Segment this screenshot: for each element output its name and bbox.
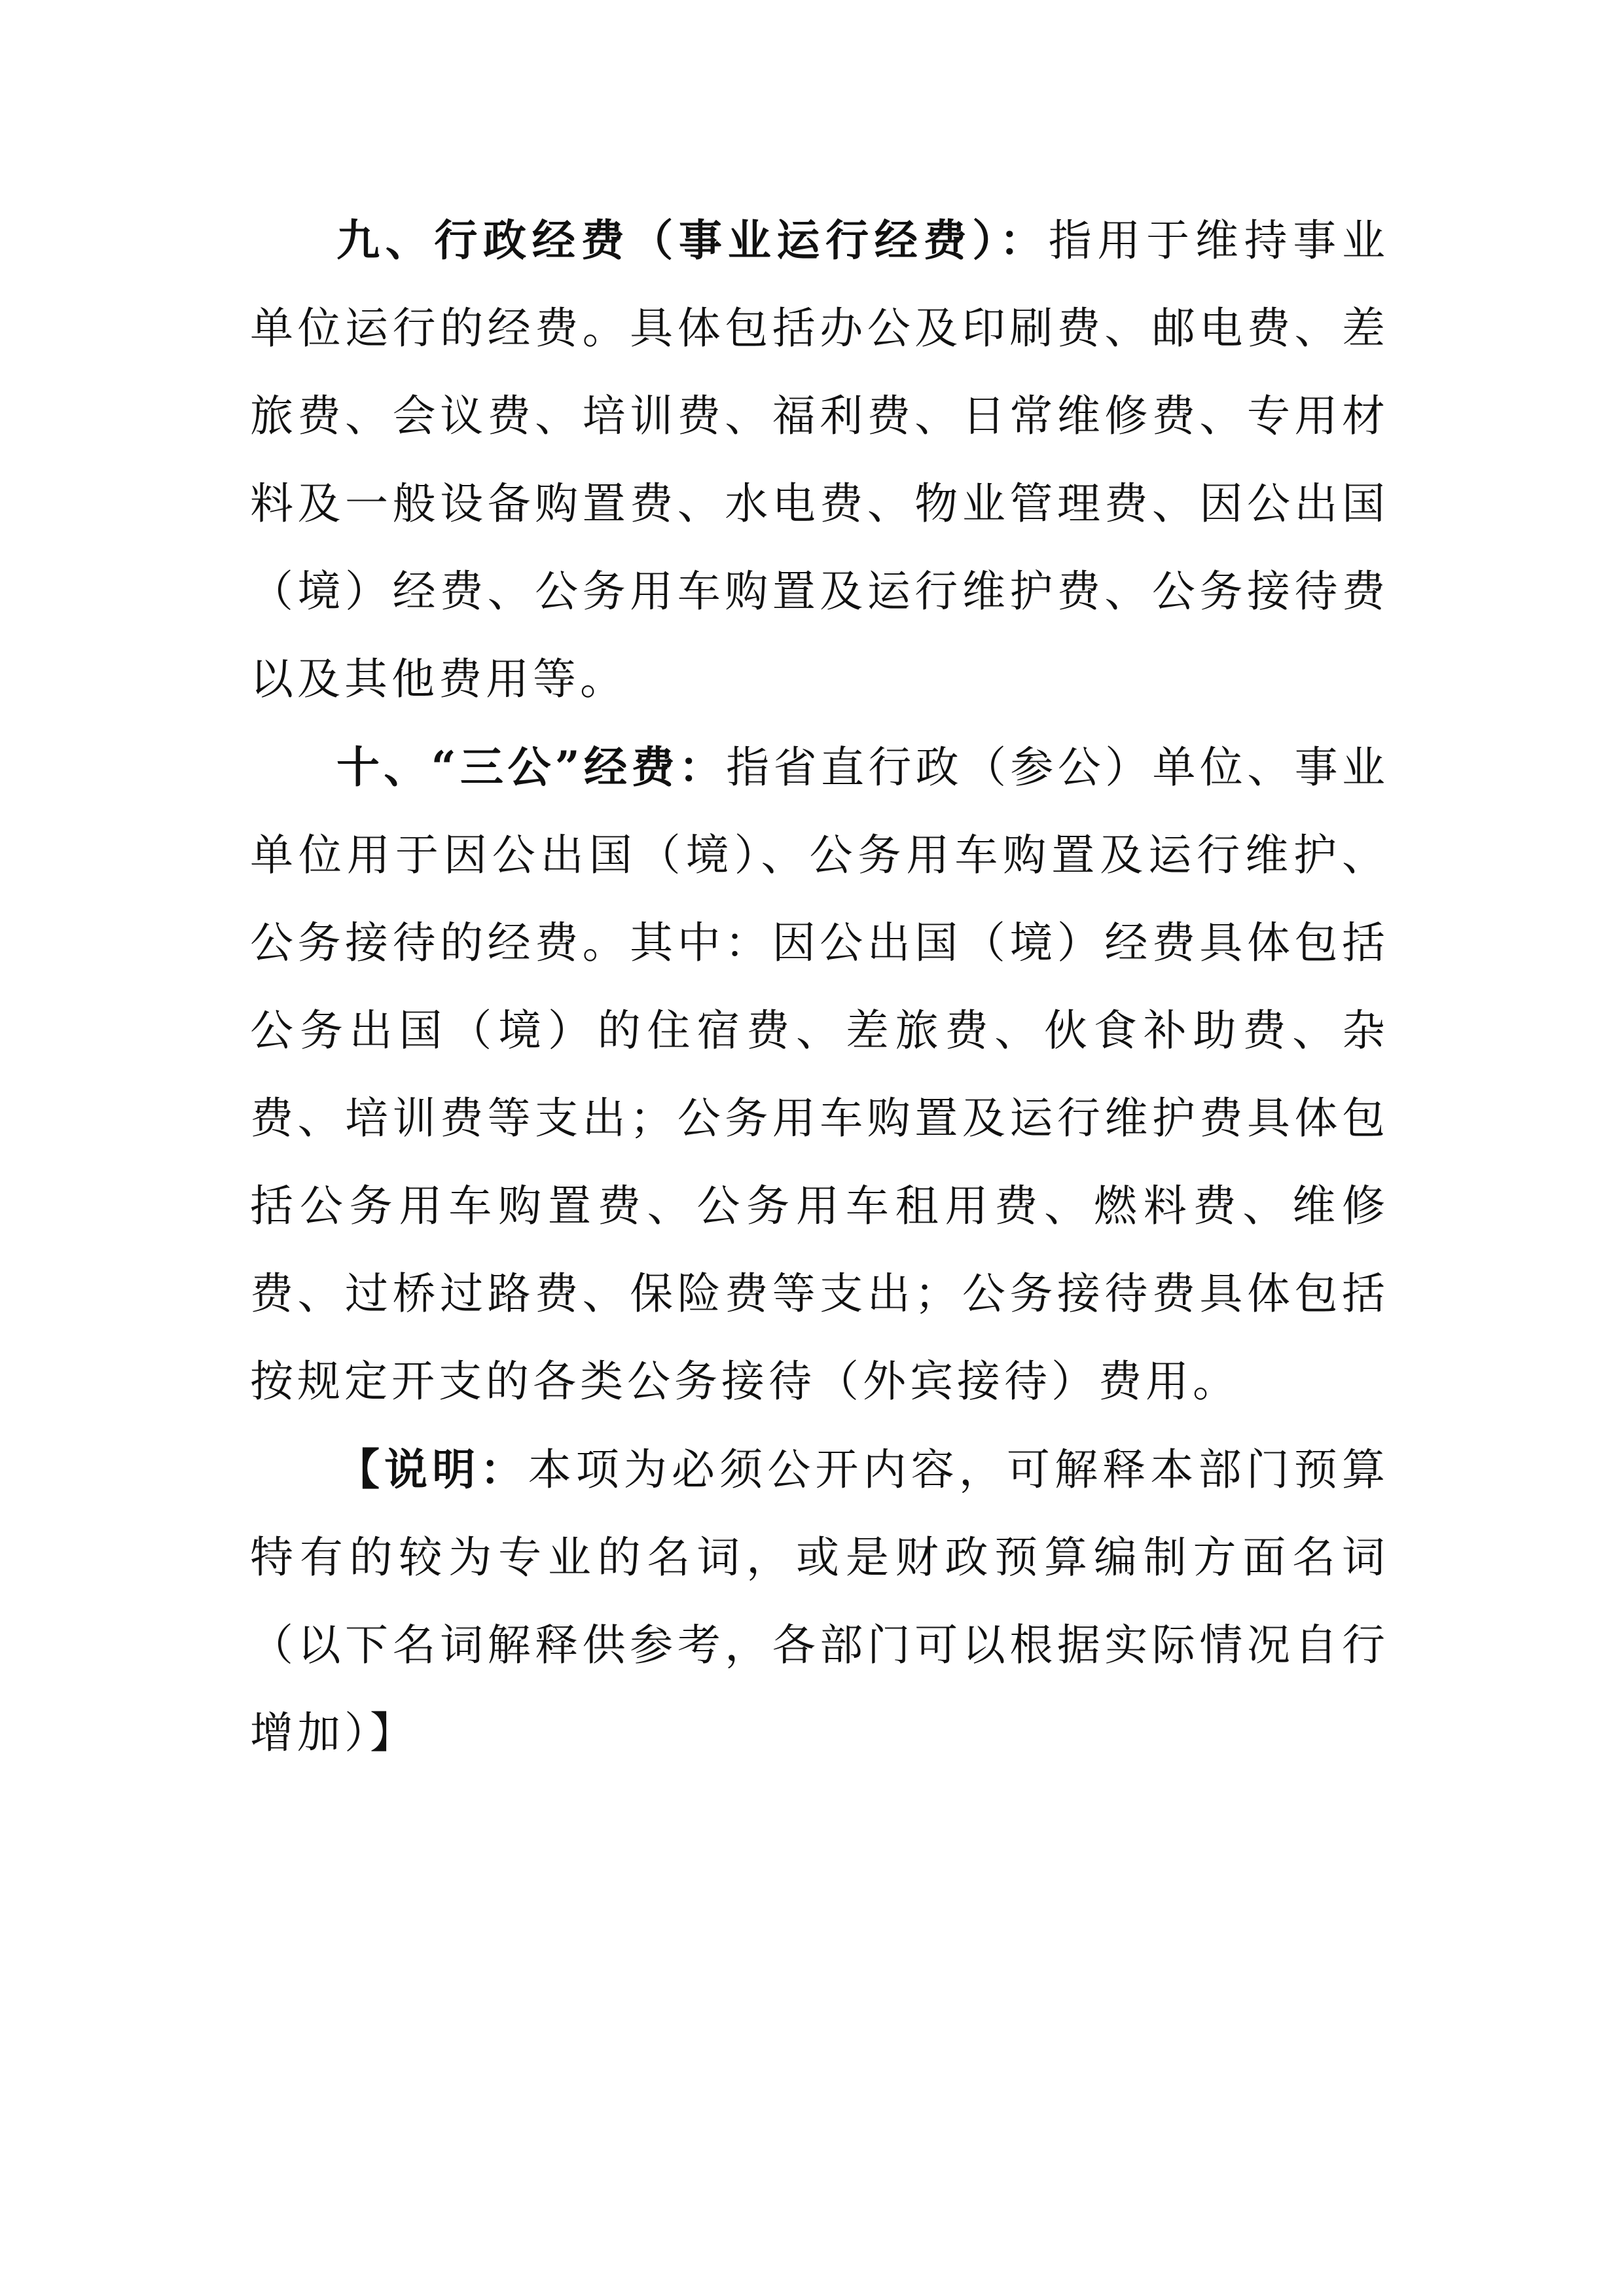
term-administrative-expenses: 九、行政经费（事业运行经费）： xyxy=(336,215,1049,266)
note-label: 【说明： xyxy=(336,1444,528,1495)
document-body xyxy=(250,196,1389,1777)
paragraph-administrative-expenses xyxy=(250,196,1389,723)
paragraph-note xyxy=(250,1426,1389,1777)
definition-three-public-expenses: 指省直行政（参公）单位、事业单位用于因公出国（境）、公务用车购置及运行维护、公务接待的经费。其中：因公出国（境）经费具体包括公务出国（境）的住宿费、差旅费、伙食补助费、杂费、培训费等支出；公务用车购置及运行维护费具体包括公务用车购置费、公务用车租用费、燃料费、维修费、过桥过路费、保险费等支出；公务接待费具体包括按规定开支的各类公务接待（外宾接待）费用。 xyxy=(250,742,1389,1407)
paragraph-three-public-expenses xyxy=(250,723,1389,1426)
definition-administrative-expenses: 指用于维持事业单位运行的经费。具体包括办公及印刷费、邮电费、差旅费、会议费、培训费、福利费、日常维修费、专用材料及一般设备购置费、水电费、物业管理费、因公出国（境）经费、公务用车购置及运行维护费、公务接待费以及其他费用等。 xyxy=(250,215,1390,704)
term-three-public-expenses: 十、“三公”经费： xyxy=(336,742,727,793)
note-text: 本项为必须公开内容，可解释本部门预算特有的较为专业的名词，或是财政预算编制方面名词（以下名词解释供参考，各部门可以根据实际情况自行增加）】 xyxy=(250,1444,1390,1758)
